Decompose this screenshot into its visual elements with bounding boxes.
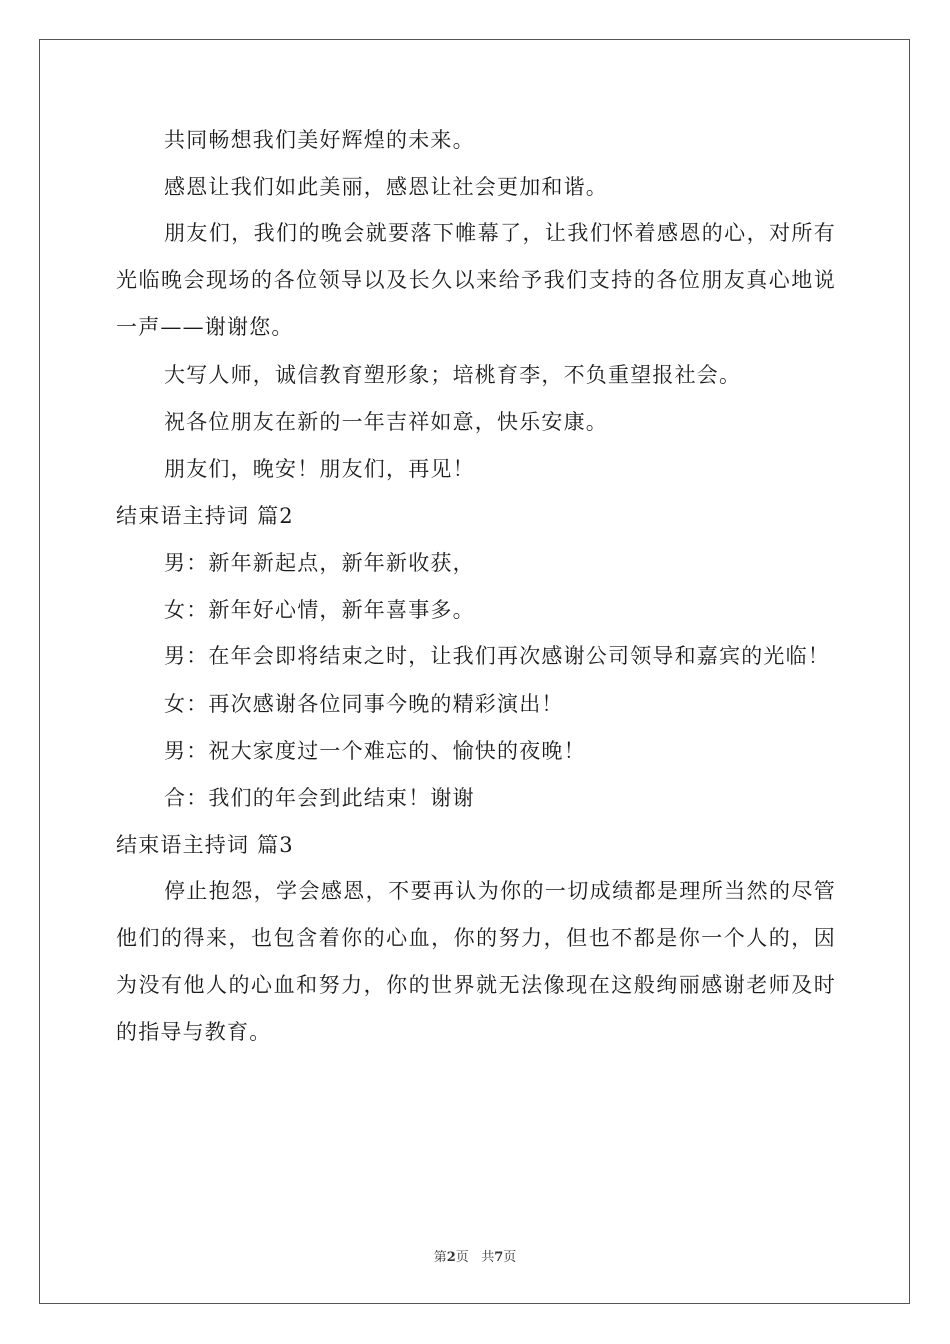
paragraph: 祝各位朋友在新的一年吉祥如意，快乐安康。 [164,410,608,434]
page-number-current: 2 [446,1250,456,1265]
paragraph: 停止抱怨，学会感恩，不要再认为你的一切成绩都是理所当然的尽管他们的得来，也包含着你的心血，你的努力，但也不都是你一个人的，因为没有他人的心血和努力，你的世界就无法像现在这般绚丽感谢老师及时的指导与教育。 [116,879,836,1044]
paragraph: 朋友们，我们的晚会就要落下帷幕了，让我们怀着感恩的心，对所有光临晚会现场的各位领导以及长久以来给予我们支持的各位朋友真心地说一声——谢谢您。 [116,221,836,339]
dialogue-line: 男：新年新起点，新年新收获， [164,551,475,575]
dialogue-line: 男：祝大家度过一个难忘的、愉快的夜晚！ [164,739,586,763]
section-heading-3: 结束语主持词 篇3 [116,833,294,857]
dialogue-line: 女：新年好心情，新年喜事多。 [164,598,475,622]
paragraph: 感恩让我们如此美丽，感恩让社会更加和谐。 [164,175,608,199]
page-number-total: 7 [494,1250,504,1265]
section-heading-2: 结束语主持词 篇2 [116,504,294,528]
page-number-mid: 页 共 [455,1250,495,1265]
paragraph: 共同畅想我们美好辉煌的未来。 [164,128,475,152]
page-number-prefix: 第 [433,1250,447,1265]
dialogue-line: 男：在年会即将结束之时，让我们再次感谢公司领导和嘉宾的光临！ [164,644,830,668]
dialogue-line: 女：再次感谢各位同事今晚的精彩演出！ [164,692,564,716]
paragraph: 朋友们，晚安！朋友们，再见！ [164,457,475,481]
page-footer [0,1246,950,1265]
paragraph: 大写人师，诚信教育塑形象；培桃育李，不负重望报社会。 [164,363,742,387]
page-number-suffix: 页 [503,1250,517,1265]
document-body [116,128,836,1045]
dialogue-line: 合：我们的年会到此结束！谢谢 [164,786,475,810]
